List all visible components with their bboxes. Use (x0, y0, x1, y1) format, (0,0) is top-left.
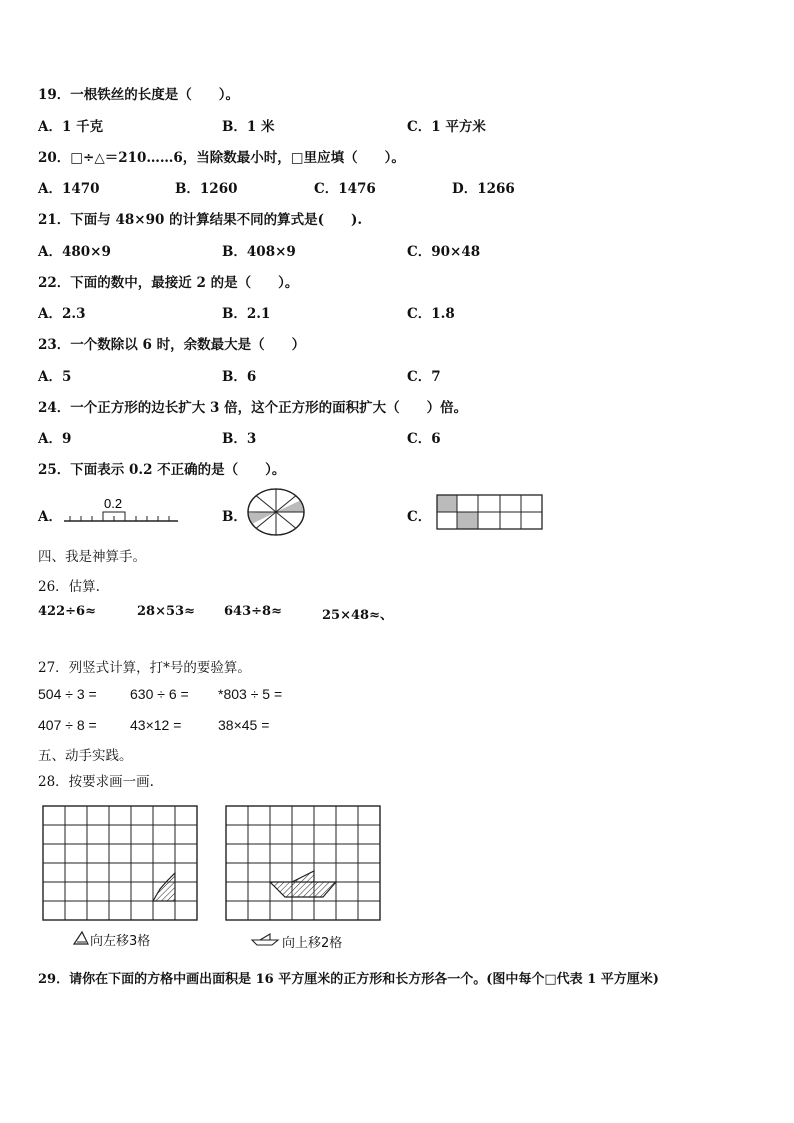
calc-item: 38×45 = (218, 717, 270, 733)
arrow-left-icon (72, 930, 90, 946)
q20-option-d[interactable]: D．1266 (452, 181, 515, 197)
calc-item: 407 ÷ 8 = (38, 717, 97, 733)
q25-stem: 25．下面表示 0.2 不正确的是（ ）。 (38, 462, 286, 478)
q21-option-b[interactable]: B．408×9 (222, 244, 296, 260)
estimate-item: 28×53≈ (137, 604, 195, 619)
q25-option-c[interactable]: C． (407, 509, 432, 525)
caption-left: 向左移3格 (90, 934, 151, 949)
q19-stem: 19．一根铁丝的长度是（ ）。 (38, 87, 240, 103)
grid-figure (436, 494, 544, 532)
q25-option-a[interactable]: A． (38, 509, 62, 525)
estimate-item: 422÷6≈ (38, 604, 96, 619)
q23-stem: 23．一个数除以 6 时，余数最大是（ ） (38, 337, 306, 353)
q28-stem: 28．按要求画一画. (38, 774, 154, 790)
grid-left (42, 805, 200, 923)
calc-item: 504 ÷ 3 = (38, 686, 97, 702)
caption-right: 向上移2格 (282, 936, 343, 951)
q19-option-c[interactable]: C．1 平方米 (407, 119, 486, 135)
q25-option-b[interactable]: B． (222, 509, 247, 525)
q21-option-a[interactable]: A．480×9 (38, 244, 111, 260)
estimate-item: 643÷8≈ (224, 604, 282, 619)
q23-option-b[interactable]: B．6 (222, 369, 257, 385)
estimate-item: 25×48≈、 (322, 608, 393, 623)
q21-option-c[interactable]: C．90×48 (407, 244, 481, 260)
ruler-figure (64, 494, 184, 524)
q26-stem: 26．估算. (38, 579, 100, 595)
boat-shape (270, 871, 336, 897)
q20-option-b[interactable]: B．1260 (175, 181, 238, 197)
section-5-heading: 五、动手实践。 (38, 748, 133, 764)
q27-stem: 27．列竖式计算，打*号的要验算。 (38, 660, 251, 676)
q19-option-a[interactable]: A．1 千克 (38, 119, 104, 135)
q22-stem: 22．下面的数中，最接近 2 的是（ ）。 (38, 275, 299, 291)
q22-option-b[interactable]: B．2.1 (222, 306, 271, 322)
boat-icon (250, 932, 280, 946)
flag-shape (153, 873, 175, 901)
q22-option-a[interactable]: A．2.3 (38, 306, 86, 322)
q24-option-b[interactable]: B．3 (222, 431, 257, 447)
q24-option-c[interactable]: C．6 (407, 431, 441, 447)
q24-stem: 24．一个正方形的边长扩大 3 倍，这个正方形的面积扩大（ ）倍。 (38, 400, 468, 416)
grid-right (225, 805, 383, 923)
ruler-label: 0.2 (104, 496, 123, 511)
q20-option-a[interactable]: A．1470 (38, 181, 100, 197)
q23-option-a[interactable]: A．5 (38, 369, 72, 385)
q20-option-c[interactable]: C．1476 (314, 181, 376, 197)
calc-item: *803 ÷ 5 = (218, 686, 283, 702)
q24-option-a[interactable]: A．9 (38, 431, 72, 447)
calc-item: 43×12 = (130, 717, 182, 733)
q19-option-b[interactable]: B．1 米 (222, 119, 275, 135)
q23-option-c[interactable]: C．7 (407, 369, 441, 385)
calc-item: 630 ÷ 6 = (130, 686, 189, 702)
section-4-heading: 四、我是神算手。 (38, 549, 146, 565)
q20-stem: 20．□÷△＝210……6，当除数最小时，□里应填（ ）。 (38, 150, 405, 166)
q21-stem: 21．下面与 48×90 的计算结果不同的算式是( ). (38, 212, 363, 228)
circle-figure (248, 488, 308, 538)
q29-stem: 29．请你在下面的方格中画出面积是 16 平方厘米的正方形和长方形各一个。(图中每个□代表 1 平方厘米) (38, 972, 659, 987)
q22-option-c[interactable]: C．1.8 (407, 306, 455, 322)
